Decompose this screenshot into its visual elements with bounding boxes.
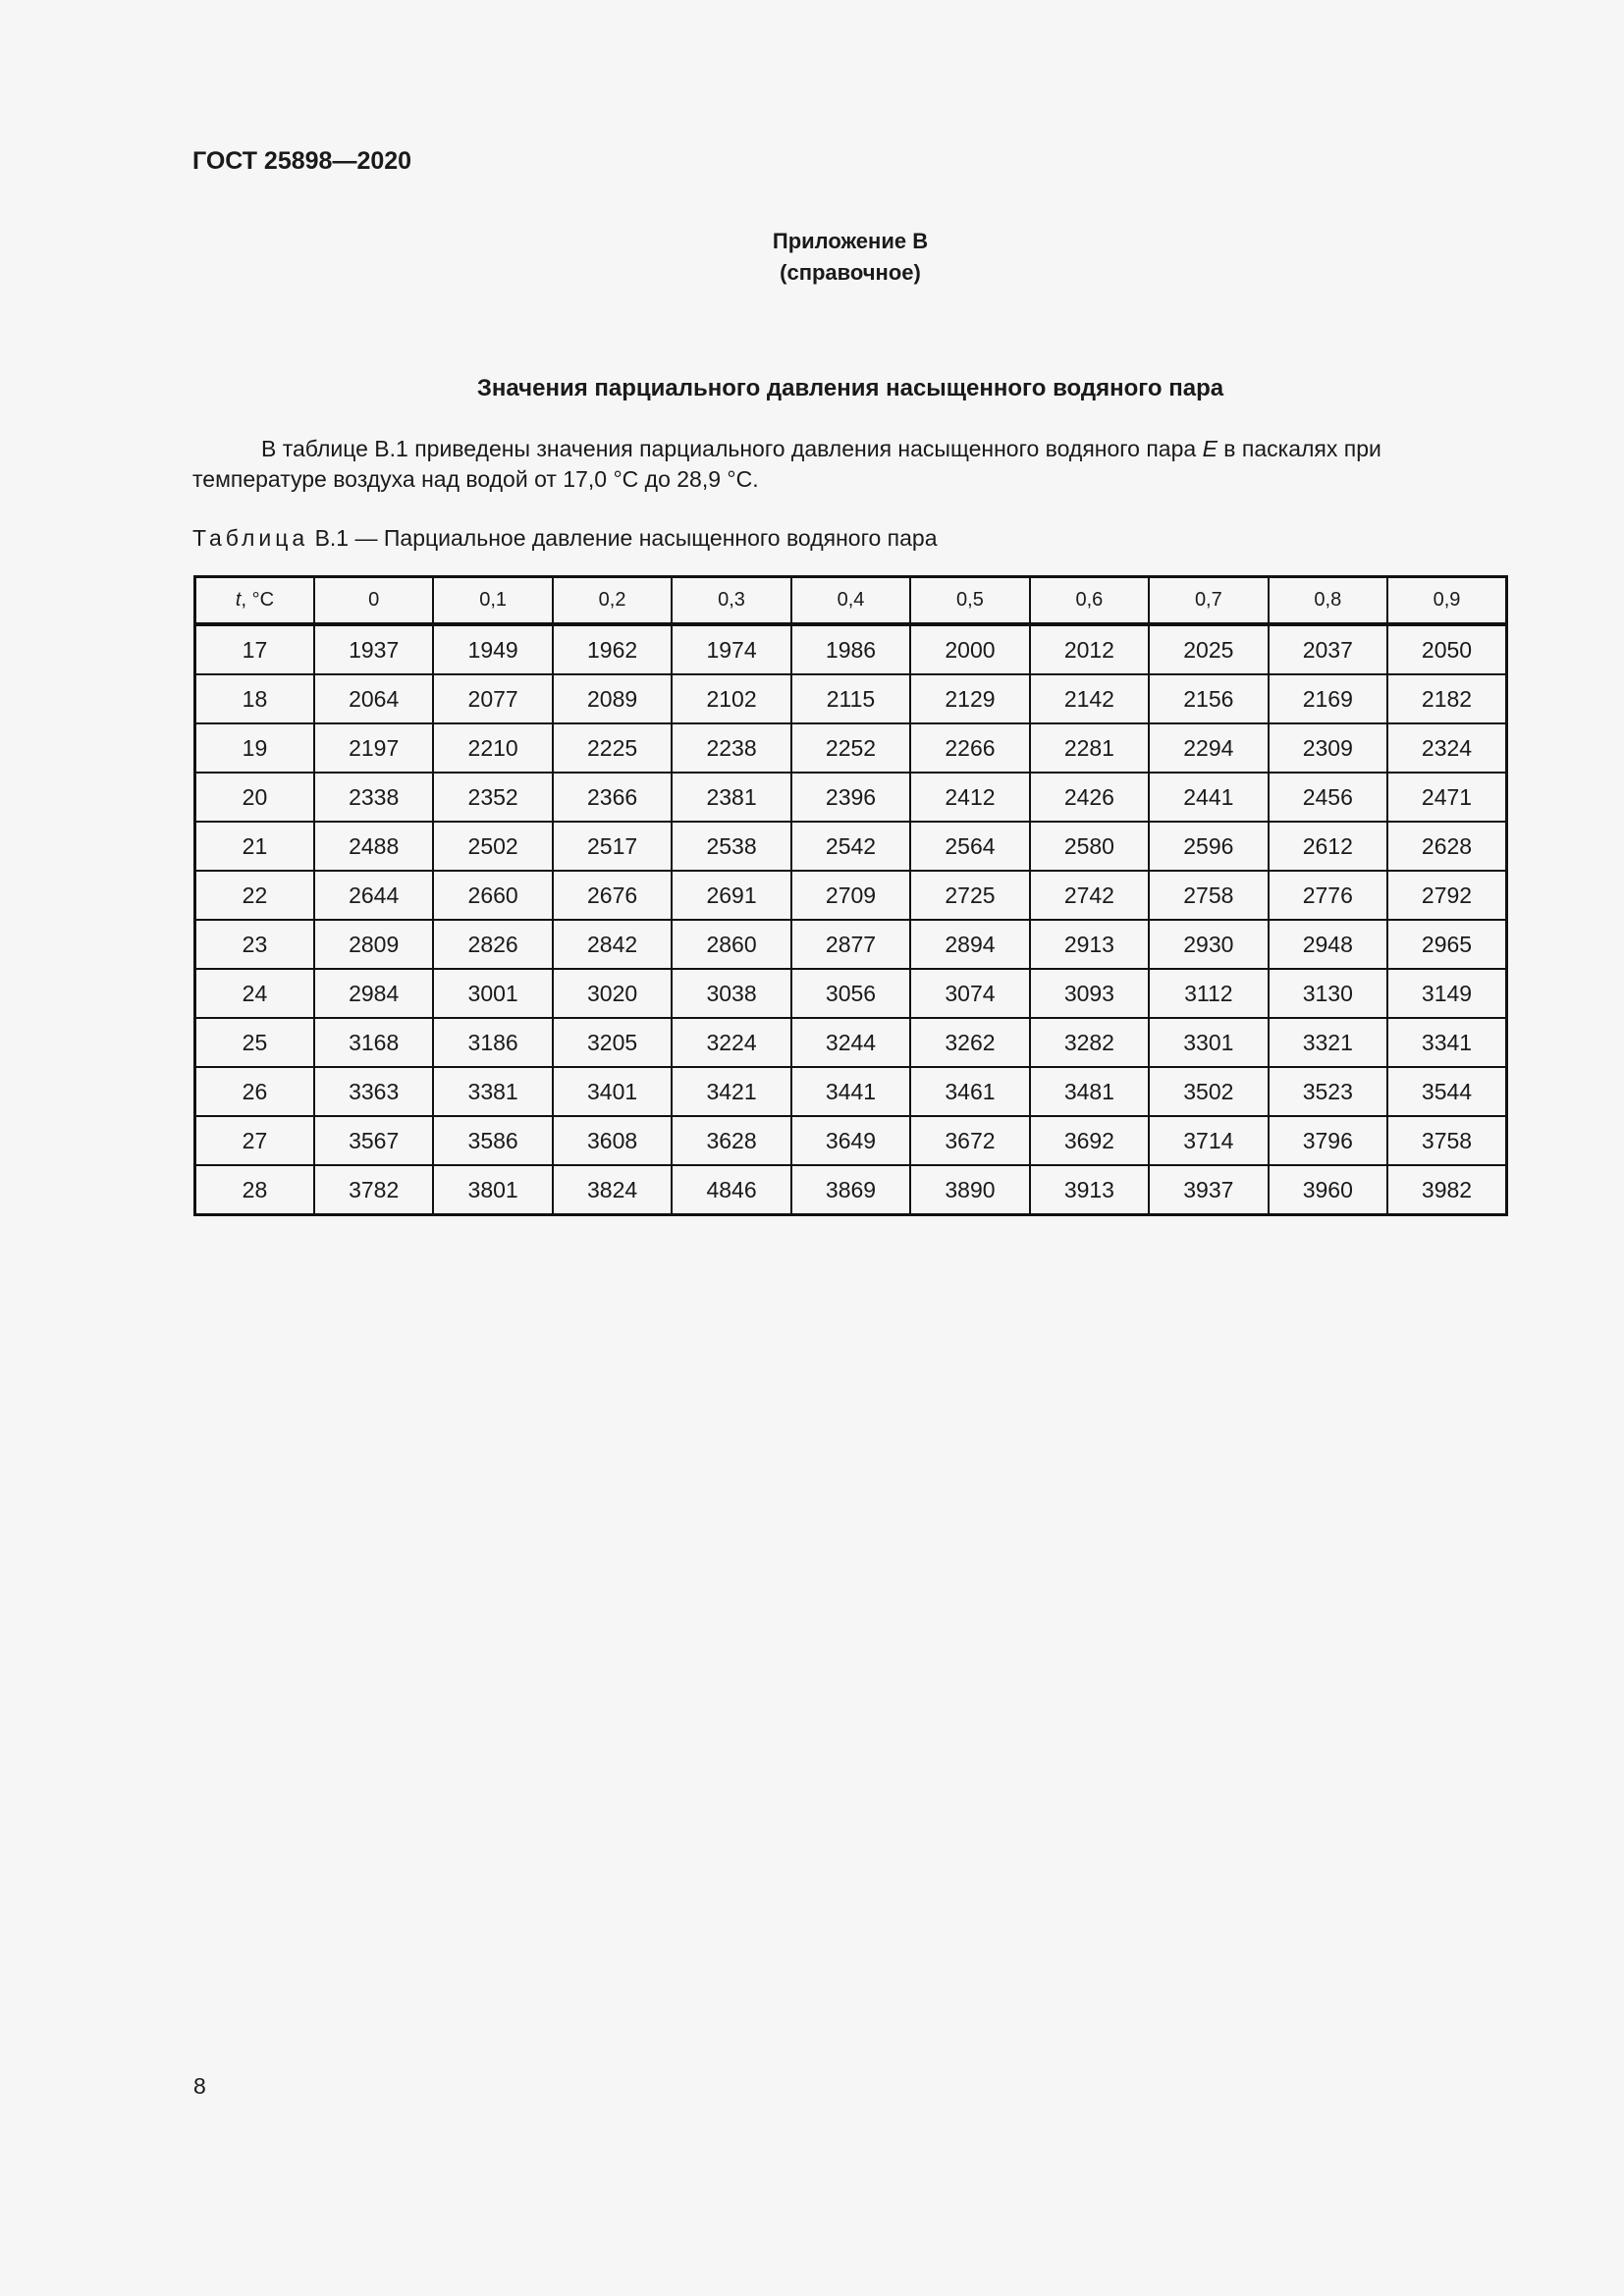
pressure-value-cell: 2984 (314, 969, 433, 1018)
pressure-value-cell: 2580 (1030, 822, 1149, 871)
pressure-value-cell: 3608 (553, 1116, 672, 1165)
pressure-value-cell: 3020 (553, 969, 672, 1018)
pressure-value-cell: 3093 (1030, 969, 1149, 1018)
pressure-value-cell: 2077 (433, 674, 552, 723)
pressure-value-cell: 2050 (1387, 624, 1506, 674)
pressure-value-cell: 2089 (553, 674, 672, 723)
intro-paragraph-line1 (192, 434, 1508, 464)
header-temperature-var: t (235, 589, 242, 611)
pressure-value-cell: 2129 (910, 674, 1029, 723)
pressure-value-cell: 3523 (1269, 1067, 1387, 1116)
pressure-value-cell: 2860 (672, 920, 790, 969)
pressure-value-cell: 2502 (433, 822, 552, 871)
header-cell: 0 (314, 577, 433, 625)
temperature-cell: 24 (195, 969, 314, 1018)
pressure-value-cell: 2182 (1387, 674, 1506, 723)
header-cell: 0,8 (1269, 577, 1387, 625)
pressure-value-cell: 3567 (314, 1116, 433, 1165)
table-body (195, 624, 1507, 1215)
pressure-value-cell: 2542 (791, 822, 910, 871)
appendix-type: (справочное) (780, 260, 921, 285)
pressure-value-cell: 2412 (910, 773, 1029, 822)
pressure-value-cell: 3796 (1269, 1116, 1387, 1165)
pressure-value-cell: 2776 (1269, 871, 1387, 920)
pressure-value-cell: 2676 (553, 871, 672, 920)
pressure-value-cell: 3001 (433, 969, 552, 1018)
standard-code: ГОСТ 25898—2020 (192, 147, 412, 175)
pressure-value-cell: 2238 (672, 723, 790, 773)
pressure-value-cell: 2210 (433, 723, 552, 773)
temperature-cell: 17 (195, 624, 314, 674)
pressure-value-cell: 2381 (672, 773, 790, 822)
pressure-value-cell: 3824 (553, 1165, 672, 1215)
pressure-value-cell: 2913 (1030, 920, 1149, 969)
pressure-value-cell: 3381 (433, 1067, 552, 1116)
pressure-value-cell: 2225 (553, 723, 672, 773)
pressure-value-cell: 3481 (1030, 1067, 1149, 1116)
pressure-value-cell: 3937 (1149, 1165, 1268, 1215)
pressure-value-cell: 3401 (553, 1067, 672, 1116)
table-row (195, 822, 1507, 871)
header-cell: 0,6 (1030, 577, 1149, 625)
pressure-value-cell: 2441 (1149, 773, 1268, 822)
pressure-value-cell: 3441 (791, 1067, 910, 1116)
header-cell: 0,3 (672, 577, 790, 625)
pressure-value-cell: 3341 (1387, 1018, 1506, 1067)
pressure-value-cell: 3301 (1149, 1018, 1268, 1067)
pressure-value-cell: 2792 (1387, 871, 1506, 920)
table-row (195, 871, 1507, 920)
temperature-cell: 28 (195, 1165, 314, 1215)
pressure-value-cell: 1986 (791, 624, 910, 674)
pressure-value-cell: 2809 (314, 920, 433, 969)
table-row (195, 1018, 1507, 1067)
table-caption-label: Таблица (192, 525, 309, 551)
intro-text-after: в паскалях при (1217, 436, 1381, 461)
intro-variable: E (1202, 436, 1218, 461)
header-cell: 0,1 (433, 577, 552, 625)
pressure-value-cell: 2894 (910, 920, 1029, 969)
pressure-value-cell: 3982 (1387, 1165, 1506, 1215)
table-header-row (195, 577, 1507, 625)
pressure-value-cell: 3913 (1030, 1165, 1149, 1215)
pressure-value-cell: 2596 (1149, 822, 1268, 871)
pressure-value-cell: 2758 (1149, 871, 1268, 920)
pressure-value-cell: 2197 (314, 723, 433, 773)
pressure-value-cell: 3869 (791, 1165, 910, 1215)
pressure-value-cell: 3205 (553, 1018, 672, 1067)
pressure-value-cell: 3363 (314, 1067, 433, 1116)
pressure-value-cell: 2660 (433, 871, 552, 920)
pressure-value-cell: 3692 (1030, 1116, 1149, 1165)
table-row (195, 1165, 1507, 1215)
table-row (195, 969, 1507, 1018)
pressure-value-cell: 1949 (433, 624, 552, 674)
pressure-value-cell: 1937 (314, 624, 433, 674)
page-number: 8 (193, 2073, 206, 2099)
table-row (195, 674, 1507, 723)
intro-text-before: В таблице В.1 приведены значения парциального давления насыщенного водяного пара (261, 436, 1203, 461)
pressure-value-cell: 2025 (1149, 624, 1268, 674)
temperature-cell: 26 (195, 1067, 314, 1116)
pressure-value-cell: 3168 (314, 1018, 433, 1067)
pressure-value-cell: 3321 (1269, 1018, 1387, 1067)
table-caption (192, 525, 937, 552)
pressure-value-cell: 3224 (672, 1018, 790, 1067)
pressure-value-cell: 2294 (1149, 723, 1268, 773)
pressure-value-cell: 2366 (553, 773, 672, 822)
pressure-value-cell: 3112 (1149, 969, 1268, 1018)
pressure-value-cell: 2725 (910, 871, 1029, 920)
appendix-heading (192, 226, 1508, 289)
temperature-cell: 25 (195, 1018, 314, 1067)
pressure-value-cell: 3282 (1030, 1018, 1149, 1067)
intro-paragraph-line2: температуре воздуха над водой от 17,0 °С до 28,9 °С. (192, 466, 759, 492)
pressure-value-cell: 3758 (1387, 1116, 1506, 1165)
pressure-value-cell: 3782 (314, 1165, 433, 1215)
table-row (195, 1116, 1507, 1165)
pressure-value-cell: 2709 (791, 871, 910, 920)
pressure-value-cell: 2877 (791, 920, 910, 969)
table-row (195, 773, 1507, 822)
pressure-value-cell: 2742 (1030, 871, 1149, 920)
pressure-value-cell: 2517 (553, 822, 672, 871)
pressure-value-cell: 3186 (433, 1018, 552, 1067)
appendix-title: Приложение В (772, 229, 929, 253)
pressure-value-cell: 3649 (791, 1116, 910, 1165)
pressure-value-cell: 2266 (910, 723, 1029, 773)
pressure-value-cell: 2930 (1149, 920, 1268, 969)
pressure-value-cell: 2396 (791, 773, 910, 822)
pressure-value-cell: 3502 (1149, 1067, 1268, 1116)
header-cell: 0,2 (553, 577, 672, 625)
temperature-cell: 22 (195, 871, 314, 920)
pressure-value-cell: 3544 (1387, 1067, 1506, 1116)
header-temperature-unit: , °С (241, 589, 275, 611)
pressure-value-cell: 2826 (433, 920, 552, 969)
pressure-value-cell: 2488 (314, 822, 433, 871)
pressure-value-cell: 2691 (672, 871, 790, 920)
pressure-value-cell: 2426 (1030, 773, 1149, 822)
pressure-value-cell: 2644 (314, 871, 433, 920)
temperature-cell: 21 (195, 822, 314, 871)
header-cell: 0,5 (910, 577, 1029, 625)
pressure-value-cell: 2456 (1269, 773, 1387, 822)
pressure-value-cell: 3262 (910, 1018, 1029, 1067)
pressure-value-cell: 2612 (1269, 822, 1387, 871)
pressure-value-cell: 2538 (672, 822, 790, 871)
pressure-value-cell: 3461 (910, 1067, 1029, 1116)
table-row (195, 723, 1507, 773)
pressure-value-cell: 3038 (672, 969, 790, 1018)
pressure-table (193, 575, 1508, 1216)
pressure-value-cell: 3586 (433, 1116, 552, 1165)
header-cell: 0,9 (1387, 577, 1506, 625)
pressure-value-cell: 2324 (1387, 723, 1506, 773)
pressure-value-cell: 2842 (553, 920, 672, 969)
pressure-value-cell: 2281 (1030, 723, 1149, 773)
pressure-value-cell: 2252 (791, 723, 910, 773)
temperature-cell: 23 (195, 920, 314, 969)
temperature-cell: 27 (195, 1116, 314, 1165)
pressure-value-cell: 2115 (791, 674, 910, 723)
header-cell: 0,7 (1149, 577, 1268, 625)
pressure-value-cell: 3890 (910, 1165, 1029, 1215)
pressure-value-cell: 3074 (910, 969, 1029, 1018)
header-cell-temperature (195, 577, 314, 625)
pressure-value-cell: 3672 (910, 1116, 1029, 1165)
pressure-value-cell: 2338 (314, 773, 433, 822)
pressure-value-cell: 2628 (1387, 822, 1506, 871)
temperature-cell: 19 (195, 723, 314, 773)
pressure-value-cell: 2064 (314, 674, 433, 723)
pressure-value-cell: 2142 (1030, 674, 1149, 723)
pressure-value-cell: 2012 (1030, 624, 1149, 674)
pressure-value-cell: 2564 (910, 822, 1029, 871)
pressure-value-cell: 2000 (910, 624, 1029, 674)
pressure-value-cell: 3960 (1269, 1165, 1387, 1215)
pressure-value-cell: 3714 (1149, 1116, 1268, 1165)
section-title: Значения парциального давления насыщенного водяного пара (476, 375, 1224, 401)
pressure-value-cell: 3801 (433, 1165, 552, 1215)
pressure-value-cell: 3056 (791, 969, 910, 1018)
pressure-value-cell: 2948 (1269, 920, 1387, 969)
table-caption-text: В.1 — Парциальное давление насыщенного водяного пара (308, 525, 938, 551)
pressure-value-cell: 1974 (672, 624, 790, 674)
pressure-value-cell: 2156 (1149, 674, 1268, 723)
pressure-value-cell: 3130 (1269, 969, 1387, 1018)
table-row (195, 624, 1507, 674)
pressure-value-cell: 2169 (1269, 674, 1387, 723)
pressure-value-cell: 3421 (672, 1067, 790, 1116)
table-row (195, 920, 1507, 969)
pressure-value-cell: 2102 (672, 674, 790, 723)
pressure-value-cell: 3628 (672, 1116, 790, 1165)
pressure-value-cell: 2352 (433, 773, 552, 822)
temperature-cell: 18 (195, 674, 314, 723)
pressure-value-cell: 2965 (1387, 920, 1506, 969)
table-row (195, 1067, 1507, 1116)
pressure-value-cell: 2037 (1269, 624, 1387, 674)
pressure-value-cell: 1962 (553, 624, 672, 674)
pressure-value-cell: 2309 (1269, 723, 1387, 773)
temperature-cell: 20 (195, 773, 314, 822)
pressure-value-cell: 2471 (1387, 773, 1506, 822)
pressure-value-cell: 3149 (1387, 969, 1506, 1018)
header-cell: 0,4 (791, 577, 910, 625)
pressure-value-cell: 3244 (791, 1018, 910, 1067)
pressure-value-cell: 4846 (672, 1165, 790, 1215)
